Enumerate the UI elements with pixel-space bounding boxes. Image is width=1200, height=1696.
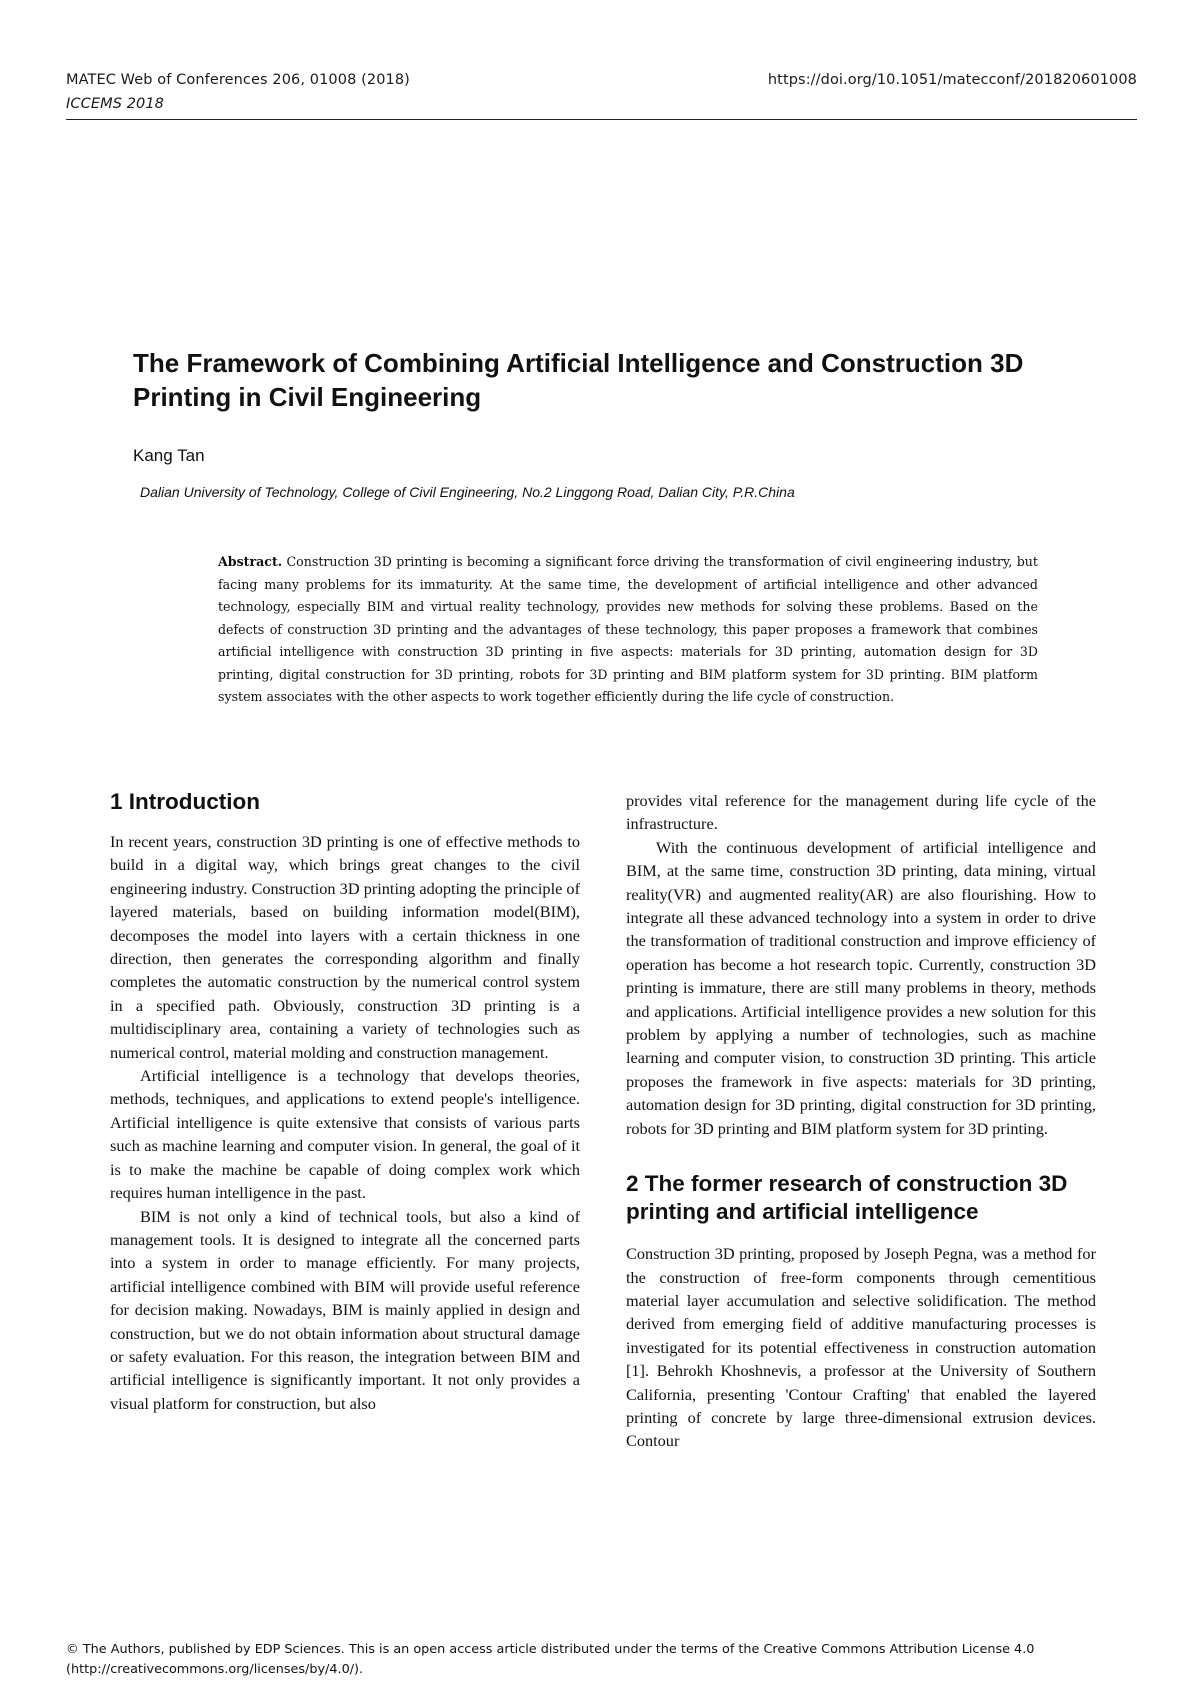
- paper-title: The Framework of Combining Artificial Intelligence and Construction 3D Printing in Civil Engineering: [133, 348, 1024, 412]
- paragraph: In recent years, construction 3D printing is one of effective methods to build in a digital way, which brings great changes to the civil engineering industry. Construction 3D printing adopting the principle of layered materials, based on building information model(BIM), decomposes the model into layers with a certain thickness in one direction, then generates the corresponding algorithm and finally completes the automatic construction by the numerical control system in a specified path. Obviously, construction 3D printing is a multidisciplinary area, containing a variety of technologies such as numerical control, material molding and construction management.: [110, 832, 580, 1062]
- running-header-journal: MATEC Web of Conferences 206, 01008 (2018): [66, 72, 410, 88]
- left-column: [110, 788, 580, 1415]
- section-heading-former-research: 2 The former research of construction 3D printing and artificial intelligence: [626, 1171, 1068, 1225]
- author-name: Kang Tan: [133, 446, 205, 465]
- author-affiliation: Dalian University of Technology, College of Civil Engineering, No.2 Linggong Road, Dalian City, P.R.China: [140, 484, 795, 500]
- abstract-label: Abstract.: [218, 554, 283, 569]
- right-column: [626, 789, 1096, 1453]
- paragraph: Artificial intelligence is a technology that develops theories, methods, techniques, and applications to extend people's intelligence. Artificial intelligence is quite extensive that consists of various parts such as machine learning and computer vision. In general, the goal of it is to make the machine be capable of doing complex work which requires human intelligence in the past.: [110, 1066, 580, 1203]
- header-rule: [66, 119, 1137, 120]
- paragraph: Construction 3D printing, proposed by Joseph Pegna, was a method for the construction of free-form components through cementitious material layer accumulation and selective solidification. The method derived from emerging field of additive manufacturing processes is investigated for its potential effectiveness in construction automation [1]. Behrokh Khoshnevis, a professor at the University of Southern California, presenting 'Contour Crafting' that enabled the layered printing of concrete by large three-dimensional extrusion devices. Contour: [626, 1244, 1096, 1451]
- section-heading-introduction: 1 Introduction: [110, 789, 260, 814]
- doi-link[interactable]: https://doi.org/10.1051/matecconf/201820601008: [767, 72, 1137, 88]
- running-header-conference: ICCEMS 2018: [66, 96, 165, 112]
- paragraph-continuation: provides vital reference for the management during life cycle of the infrastructure.: [626, 791, 1096, 834]
- abstract-text: Construction 3D printing is becoming a significant force driving the transformation of civil engineering industry, but facing many problems for its immaturity. At the same time, the development of artificial intelligence and other advanced technology, especially BIM and virtual reality technology, provides new methods for solving these problems. Based on the defects of construction 3D printing and the advantages of these technology, this paper proposes a framework that combines artificial intelligence with construction 3D printing in five aspects: materials for 3D printing, automation design for 3D printing, digital construction for 3D printing, robots for 3D printing and BIM platform system for 3D printing. BIM platform system associates with the other aspects to work together efficiently during the life cycle of construction.: [218, 554, 1038, 704]
- paragraph: BIM is not only a kind of technical tools, but also a kind of management tools. It is designed to integrate all the concerned parts into a system in order to manage efficiently. For many projects, artificial intelligence combined with BIM will provide useful reference for decision making. Nowadays, BIM is mainly applied in design and construction, but we do not obtain information about structural damage or safety evaluation. For this reason, the integration between BIM and artificial intelligence is significantly important. It not only provides a visual platform for construction, but also: [110, 1206, 580, 1413]
- abstract: [218, 551, 1038, 709]
- paragraph: With the continuous development of artificial intelligence and BIM, at the same time, construction 3D printing, data mining, virtual reality(VR) and augmented reality(AR) are also flourishing. How to integrate all these advanced technology into a system in order to drive the transformation of traditional construction and improve efficiency of operation has become a hot research topic. Currently, construction 3D printing is immature, there are still many problems in theory, methods and applications. Artificial intelligence provides a new solution for this problem by applying a number of technologies, such as machine learning and computer vision, to construction 3D printing. This article proposes the framework in five aspects: materials for 3D printing, automation design for 3D printing, digital construction for 3D printing, robots for 3D printing and BIM platform system for 3D printing.: [626, 837, 1096, 1138]
- license-footer: © The Authors, published by EDP Sciences. This is an open access article distributed under the terms of the Creative Commons Attribution License 4.0 (http://creativecommons.org/licenses/by/4.0/).: [66, 1642, 1035, 1677]
